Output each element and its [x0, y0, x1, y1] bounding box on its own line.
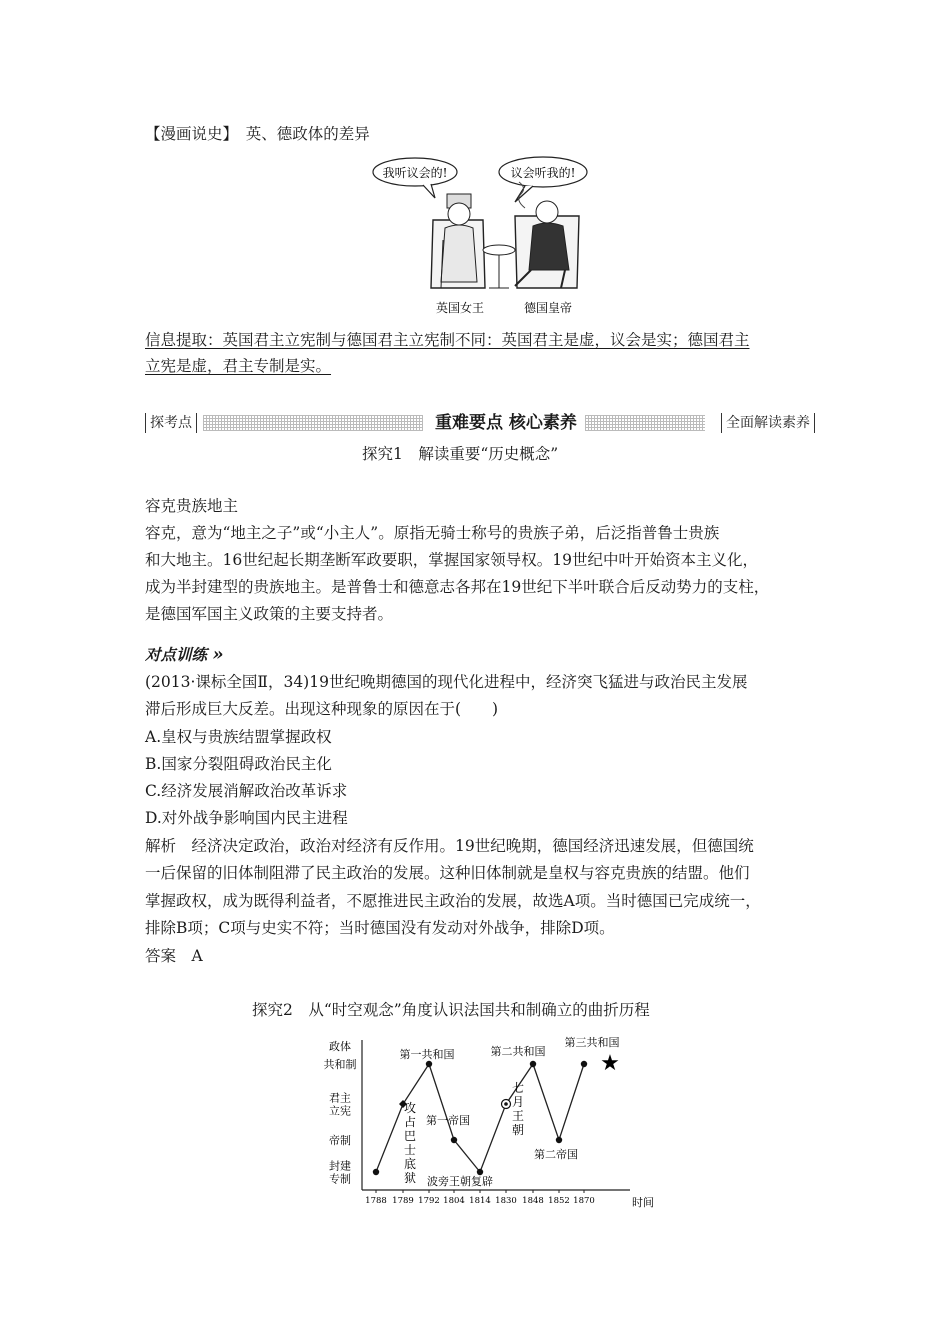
x-tick-label: 1848: [522, 1196, 544, 1206]
annotation-third-republic: 第三共和国: [564, 1036, 620, 1049]
y-tick-label: 立宪: [329, 1104, 351, 1118]
label-emperor: 德国皇帝: [523, 301, 573, 315]
option-a: A.皇权与贵族结盟掌握政权: [145, 728, 332, 746]
explore1-term: 容克贵族地主: [145, 497, 239, 515]
info-line-1: 信息提取：英国君主立宪制与德国君主立宪制不同：英国君主是虚，议会是实；德国君主: [145, 331, 750, 349]
label-queen: 英国女王: [435, 301, 485, 315]
annotation-july-char: 月: [511, 1095, 525, 1109]
annotation-bastille-char: 占: [403, 1115, 417, 1129]
double-chevron-icon: »: [212, 644, 224, 665]
annotation-second-republic: 第二共和国: [490, 1045, 546, 1058]
bubble-left-text: 我听议会的!: [382, 166, 448, 180]
analysis-line: 解析 经济决定政治，政治对经济有反作用。19世纪晚期，德国经济迅速发展，但德国统: [145, 837, 754, 855]
annotation-bourbon: 波旁王朝复辟: [427, 1175, 493, 1188]
option-d: D.对外战争影响国内民主进程: [145, 809, 348, 827]
explore1-para-line: 和大地主。16世纪起长期垄断军政要职，掌握国家领导权。19世纪中叶开始资本主义化，: [145, 551, 758, 569]
data-point: [530, 1061, 536, 1067]
annotation-july-char: 王: [511, 1109, 525, 1123]
x-tick-label: 1870: [573, 1196, 595, 1206]
comic-heading-title: 英、德政体的差异: [245, 125, 370, 143]
section-bar-right: 全面解读素养: [721, 413, 815, 433]
data-point: [581, 1061, 587, 1067]
star-icon: ★: [600, 1051, 620, 1076]
explore1-para-line: 成为半封建型的贵族地主。是普鲁士和德意志各邦在19世纪下半叶联合后反动势力的支柱，: [145, 578, 770, 596]
info-line-2: 立宪是虚，君主专制是实。: [145, 357, 332, 375]
annotation-first-empire: 第一帝国: [426, 1114, 470, 1127]
annotation-bastille-char: 巴: [403, 1129, 417, 1143]
annotation-first-republic: 第一共和国: [399, 1048, 455, 1061]
annotation-second-empire: 第二帝国: [534, 1148, 578, 1161]
queen-head: [448, 203, 470, 225]
x-tick-label: 1814: [469, 1196, 491, 1206]
x-tick-label: 1830: [495, 1196, 517, 1206]
section-bar-title: 重难要点 核心素养: [435, 413, 577, 433]
option-b: B.国家分裂阻碍政治民主化: [145, 755, 332, 773]
data-point: [451, 1137, 457, 1143]
annotation-bastille-char: 底: [403, 1157, 417, 1171]
training-label-text: 对点训练: [145, 645, 208, 664]
section-bar: [145, 410, 815, 436]
comic-heading: [145, 124, 370, 144]
y-tick-label: 共和制: [323, 1058, 357, 1071]
annotation-july-char: 七: [511, 1081, 525, 1095]
analysis-line: 排除B项；C项与史实不符；当时德国没有发动对外战争，排除D项。: [145, 919, 615, 937]
y-tick-label: 封建: [329, 1159, 351, 1173]
section-bar-pattern-left: [203, 415, 423, 431]
explore1-title: 探究1 解读重要“历史概念”: [362, 445, 559, 463]
question-line: 滞后形成巨大反差。出现这种现象的原因在于( ): [145, 700, 499, 718]
y-tick-label: 专制: [329, 1172, 351, 1186]
annotation-bastille-char: 士: [403, 1143, 417, 1157]
annotation-bastille-char: 攻: [403, 1101, 417, 1115]
x-axis-label: 时间: [632, 1196, 654, 1209]
explore2-title: 探究2 从“时空观念”角度认识法国共和制确立的曲折历程: [252, 1001, 650, 1019]
annotation-bastille-char: 狱: [403, 1171, 417, 1185]
emperor-head: [536, 201, 558, 223]
x-tick-label: 1792: [418, 1196, 440, 1206]
annotation-july-char: 朝: [511, 1123, 525, 1137]
y-axis-label: 政体: [329, 1040, 351, 1053]
y-tick-label: 君主: [329, 1091, 351, 1105]
republic-timeline-chart: [320, 1030, 654, 1210]
section-bar-left: 探考点: [145, 413, 197, 433]
comic-heading-bracket: 【漫画说史】: [145, 125, 231, 143]
x-tick-label: 1852: [548, 1196, 570, 1206]
x-tick-label: 1804: [443, 1196, 465, 1206]
y-tick-label: 帝制: [329, 1134, 351, 1147]
data-point-center: [504, 1102, 508, 1106]
explore1-para-line: 是德国军国主义政策的主要支持者。: [145, 605, 394, 623]
x-tick-label: 1788: [365, 1196, 387, 1206]
comic-illustration: [365, 150, 595, 320]
training-label: [145, 645, 224, 665]
x-tick-label: 1789: [392, 1196, 414, 1206]
section-bar-pattern-right: [585, 415, 705, 431]
data-point: [556, 1137, 562, 1143]
option-c: C.经济发展消解政治改革诉求: [145, 782, 348, 800]
data-point: [426, 1061, 432, 1067]
explore1-para-line: 容克，意为“地主之子”或“小主人”。原指无骑士称号的贵族子弟，后泛指普鲁士贵族: [145, 524, 720, 542]
analysis-line: 掌握政权，成为既得利益者，不愿推进民主政治的发展，故选A项。当时德国已完成统一，: [145, 892, 761, 910]
bubble-right-text: 议会听我的!: [510, 166, 576, 180]
question-line: (2013·课标全国Ⅱ，34)19世纪晚期德国的现代化进程中，经济突飞猛进与政治民主发展: [145, 673, 748, 691]
analysis-line: 一后保留的旧体制阻滞了民主政治的发展。这种旧体制就是皇权与容克贵族的结盟。他们: [145, 864, 750, 882]
data-point: [373, 1169, 379, 1175]
answer: 答案 A: [145, 947, 203, 965]
